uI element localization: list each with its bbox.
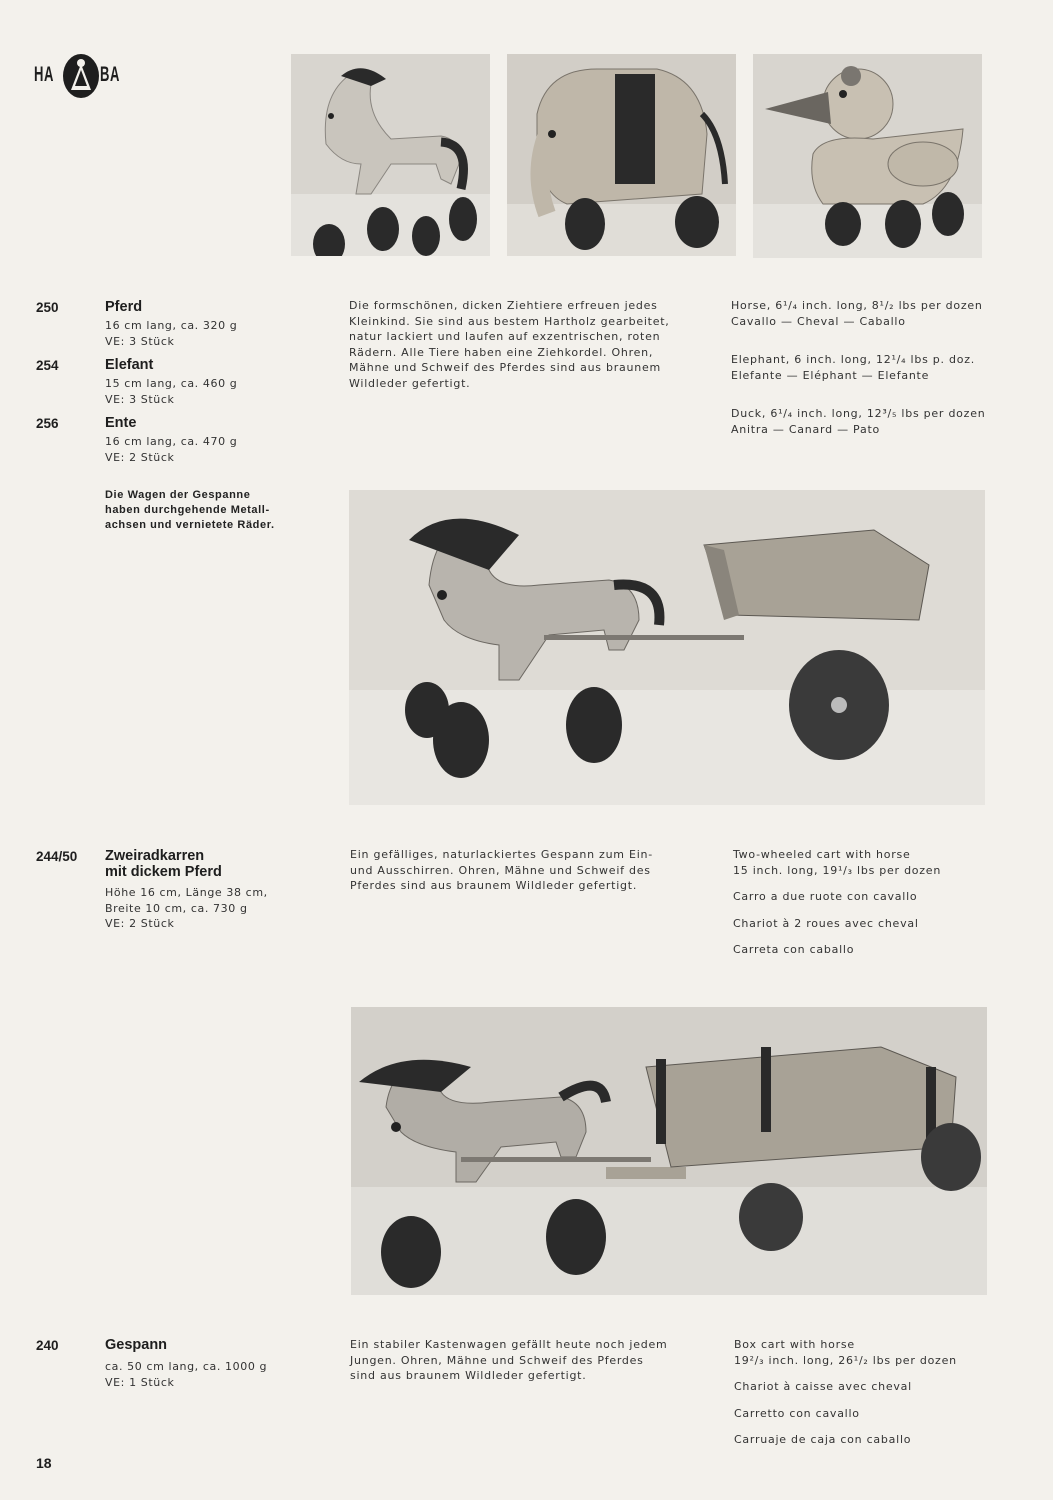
box-cart-horse-illustration bbox=[351, 1007, 987, 1295]
elephant-toy-illustration bbox=[507, 54, 736, 256]
translation-line: Cavallo — Cheval — Caballo bbox=[731, 314, 906, 328]
translation-duck bbox=[731, 406, 985, 437]
product-name-gespann: Gespann bbox=[105, 1337, 168, 1353]
product-name-ente: Ente bbox=[105, 415, 137, 431]
translation-line: Elefante — Eléphant — Elefante bbox=[731, 368, 930, 382]
translation-horse bbox=[731, 298, 983, 329]
translation-line: 15 inch. long, 19¹/₃ lbs per dozen bbox=[733, 863, 942, 877]
translations-gespann bbox=[734, 1337, 957, 1448]
product-number-256: 256 bbox=[36, 416, 59, 431]
description-line: Ein gefälliges, naturlackiertes Gespann zum Ein- bbox=[350, 848, 653, 861]
description-line: Rädern. Alle Tiere haben eine Ziehkordel. Ohren, bbox=[349, 345, 654, 359]
detail-line: VE: 3 Stück bbox=[105, 392, 175, 406]
translation-line: Carro a due ruote con cavallo bbox=[733, 890, 918, 904]
page-number: 18 bbox=[36, 1455, 52, 1471]
photo-duck bbox=[753, 54, 982, 258]
translations-zweiradkarren bbox=[733, 847, 941, 958]
description-zweiradkarren bbox=[350, 847, 653, 894]
translation-line: Carretto con cavallo bbox=[734, 1406, 860, 1420]
description-line: natur lackiert und laufen auf exzentrischen, roten bbox=[349, 330, 661, 344]
detail-line: Breite 10 cm, ca. 730 g bbox=[105, 901, 248, 915]
horse-toy-illustration bbox=[291, 54, 490, 256]
translation-line: Elephant, 6 inch. long, 12¹/₄ lbs p. doz. bbox=[731, 353, 976, 366]
description-line: Die formschönen, dicken Ziehtiere erfreuen jedes bbox=[349, 299, 658, 312]
description-line: sind aus braunem Wildleder gefertigt. bbox=[350, 1369, 587, 1383]
note-line: haben durchgehende Metall- bbox=[105, 504, 270, 516]
detail-line: 16 cm lang, ca. 470 g bbox=[105, 435, 238, 448]
cart-horse-illustration bbox=[349, 490, 985, 805]
note-line: Die Wagen der Gespanne bbox=[105, 489, 251, 501]
photo-two-wheeled-cart bbox=[349, 490, 985, 805]
detail-line: 16 cm lang, ca. 320 g bbox=[105, 319, 238, 332]
product-details-zweiradkarren bbox=[105, 885, 268, 932]
note-wagons bbox=[105, 488, 275, 533]
description-line: Ein stabiler Kastenwagen gefällt heute noch jedem bbox=[350, 1338, 668, 1351]
description-line: Mähne und Schweif des Pferdes sind aus braunem bbox=[349, 361, 661, 375]
logo-emblem-icon bbox=[61, 52, 101, 100]
translation-line: Horse, 6¹/₄ inch. long, 8¹/₂ lbs per dozen bbox=[731, 299, 983, 312]
logo-text-right: BA bbox=[100, 63, 121, 86]
description-line: Jungen. Ohren, Mähne und Schweif des Pferdes bbox=[350, 1353, 644, 1367]
title-line: Zweiradkarren bbox=[105, 848, 205, 864]
product-details-gespann bbox=[105, 1359, 267, 1390]
product-name-pferd: Pferd bbox=[105, 299, 143, 315]
description-gespann bbox=[350, 1337, 667, 1384]
duck-toy-illustration bbox=[753, 54, 982, 258]
translation-line: Duck, 6¹/₄ inch. long, 12³/₅ lbs per dozen bbox=[731, 407, 986, 420]
description-line: Kleinkind. Sie sind aus bestem Hartholz gearbeitet, bbox=[349, 314, 670, 328]
product-name-elefant: Elefant bbox=[105, 357, 154, 373]
description-line: und Ausschirren. Ohren, Mähne und Schweif des bbox=[350, 863, 651, 877]
photo-horse bbox=[291, 54, 490, 256]
detail-line: 15 cm lang, ca. 460 g bbox=[105, 377, 238, 390]
haba-logo bbox=[34, 52, 126, 100]
detail-line: VE: 2 Stück bbox=[105, 450, 175, 464]
photo-box-cart bbox=[351, 1007, 987, 1295]
translation-elephant bbox=[731, 352, 975, 383]
product-number-254: 254 bbox=[36, 358, 59, 373]
product-number-244-50: 244/50 bbox=[36, 849, 78, 864]
detail-line: VE: 3 Stück bbox=[105, 334, 175, 348]
detail-line: VE: 2 Stück bbox=[105, 917, 175, 930]
product-name-zweiradkarren bbox=[105, 848, 222, 880]
product-details-elefant bbox=[105, 376, 237, 407]
translation-line: 19²/₃ inch. long, 26¹/₂ lbs per dozen bbox=[734, 1353, 957, 1367]
translation-line: Carruaje de caja con caballo bbox=[734, 1433, 912, 1447]
translation-line: Chariot à caisse avec cheval bbox=[734, 1380, 912, 1394]
translation-line: Carreta con caballo bbox=[733, 943, 855, 957]
description-top bbox=[349, 298, 670, 392]
logo-text-left: HA bbox=[34, 63, 55, 86]
detail-line: ca. 50 cm lang, ca. 1000 g bbox=[105, 1360, 268, 1373]
detail-line: Höhe 16 cm, Länge 38 cm, bbox=[105, 886, 268, 899]
product-number-240: 240 bbox=[36, 1338, 59, 1353]
description-line: Pferdes sind aus braunem Wildleder gefertigt. bbox=[350, 879, 638, 893]
translation-line: Chariot à 2 roues avec cheval bbox=[733, 916, 919, 930]
note-line: achsen und vernietete Räder. bbox=[105, 519, 275, 531]
translation-line: Box cart with horse bbox=[734, 1338, 855, 1351]
detail-line: VE: 1 Stück bbox=[105, 1375, 175, 1389]
title-line: mit dickem Pferd bbox=[105, 864, 222, 880]
product-details-ente bbox=[105, 434, 237, 465]
translation-line: Two-wheeled cart with horse bbox=[733, 848, 911, 861]
translation-line: Anitra — Canard — Pato bbox=[731, 422, 880, 436]
photo-elephant bbox=[507, 54, 736, 256]
product-details-pferd bbox=[105, 318, 237, 349]
product-number-250: 250 bbox=[36, 300, 59, 315]
description-line: Wildleder gefertigt. bbox=[349, 376, 471, 390]
